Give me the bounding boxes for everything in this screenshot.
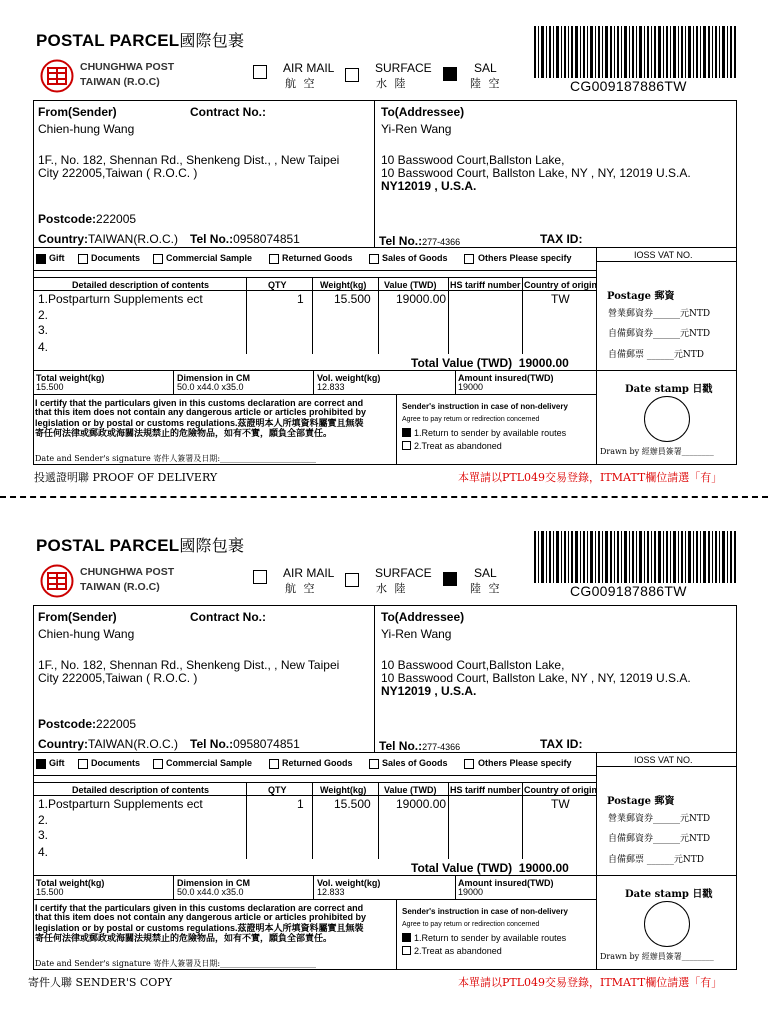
- col-header-weight: Weight(kg): [320, 785, 367, 795]
- documents-label: Documents: [91, 758, 141, 768]
- country-label: Country:: [38, 737, 88, 751]
- brand-line-2: TAIWAN (R.O.C): [80, 76, 160, 88]
- sender-postcode: [38, 717, 136, 731]
- certify-line-2: that this item does not contain any dangerous article or articles prohibited by: [35, 407, 367, 417]
- addressee-tel-value: 277-4366: [422, 237, 461, 247]
- sender-heading: From(Sender): [38, 610, 117, 624]
- surface-label: SURFACE: [375, 61, 432, 75]
- footer-copy-label: 寄件人聯 SENDER'S COPY: [28, 976, 172, 989]
- total-value: [411, 861, 569, 875]
- brand-line-1: CHUNGHWA POST: [80, 566, 175, 578]
- sales-label: Sales of Goods: [382, 758, 448, 768]
- returned-checkbox[interactable]: [269, 254, 279, 264]
- instruction-agree: Agree to pay return or redirection concerned: [402, 416, 540, 423]
- commercial-checkbox[interactable]: [153, 254, 163, 264]
- addressee-tel-value: 277-4366: [422, 742, 461, 752]
- certify-line-3: legislation or by postal or customs regulations.茲證明本人所填資料屬實且無裝: [35, 923, 364, 933]
- brand-line-2: TAIWAN (R.O.C): [80, 581, 160, 593]
- addressee-tel: [379, 232, 460, 250]
- surface-zh: 水 陸: [376, 582, 408, 595]
- documents-checkbox[interactable]: [78, 759, 88, 769]
- addressee-tel-label: Tel No.:: [379, 234, 423, 248]
- date-stamp-circle: [644, 396, 690, 442]
- tracking-number: CG009187886TW: [570, 78, 687, 94]
- certify-line-2: that this item does not contain any dangerous article or articles prohibited by: [35, 912, 367, 922]
- signature-line[interactable]: Date and Sender's signature 寄件人簽署及日期:________________________: [35, 454, 317, 463]
- return-to-sender-checkbox[interactable]: [402, 933, 411, 942]
- total-value-label: Total Value (TWD): [411, 861, 513, 875]
- insured-label: Amount insured(TWD): [458, 878, 554, 888]
- sender-tel: [190, 737, 300, 751]
- addressee-address-1: 10 Basswood Court,Ballston Lake,: [381, 153, 565, 167]
- sender-tel-value: 0958074851: [233, 232, 300, 246]
- title-zh: 國際包裹: [179, 31, 245, 50]
- date-stamp-label: Date stamp 日戳: [625, 889, 713, 900]
- col-header-origin: Country of origin: [524, 785, 597, 795]
- drawn-by: Drawn by 經辦員簽署________: [600, 952, 714, 961]
- sender-name: Chien-hung Wang: [38, 627, 135, 641]
- row-2-description: 2.: [38, 813, 49, 827]
- contract-label: Contract No.:: [190, 610, 266, 624]
- treat-abandoned-label: 2.Treat as abandoned: [414, 946, 502, 956]
- treat-abandoned-checkbox[interactable]: [402, 441, 411, 450]
- sender-country: [38, 232, 178, 246]
- postage-line-2: 自備郵資券______元NTD: [608, 834, 711, 844]
- sender-tel-label: Tel No.:: [190, 232, 234, 246]
- sender-address-2: City 222005,Taiwan ( R.O.C. ): [38, 166, 198, 180]
- documents-label: Documents: [91, 253, 141, 263]
- row-4-description: 4.: [38, 845, 49, 859]
- row-1-description: 1.Postparturn Supplements ect: [38, 292, 203, 306]
- postage-line-3: 自備郵票 ______元NTD: [608, 855, 704, 865]
- col-header-qty: QTY: [268, 785, 287, 795]
- date-stamp-label: Date stamp 日戳: [625, 384, 713, 395]
- certify-line-1: I certify that the particulars given in this customs declaration are correct and: [35, 398, 364, 408]
- postage-heading: Postage 郵資: [607, 291, 675, 302]
- surface-label: SURFACE: [375, 566, 432, 580]
- total-value-amount: 19000.00: [518, 861, 569, 875]
- sal-zh: 陸 空: [470, 77, 502, 90]
- air-mail-checkbox[interactable]: [253, 570, 267, 584]
- title-zh: 國際包裹: [179, 536, 245, 555]
- return-to-sender-label: 1.Return to sender by available routes: [414, 428, 567, 438]
- sal-zh: 陸 空: [470, 582, 502, 595]
- vol-weight-value: 12.833: [317, 382, 345, 392]
- sender-name: Chien-hung Wang: [38, 122, 135, 136]
- drawn-by: Drawn by 經辦員簽署________: [600, 447, 714, 456]
- col-header-weight: Weight(kg): [320, 280, 367, 290]
- sender-address-2: City 222005,Taiwan ( R.O.C. ): [38, 671, 198, 685]
- parcel-form-sender-copy: [0, 505, 768, 1010]
- sal-label: SAL: [474, 61, 497, 75]
- addressee-address-3: NY12019 , U.S.A.: [381, 179, 477, 193]
- ioss-label: IOSS VAT NO.: [634, 250, 693, 260]
- country-label: Country:: [38, 232, 88, 246]
- col-header-hs: HS tariff number: [450, 785, 521, 795]
- form-title: [36, 28, 244, 51]
- tax-id-label: TAX ID:: [540, 232, 583, 246]
- addressee-address-3: NY12019 , U.S.A.: [381, 684, 477, 698]
- postcode-value: 222005: [96, 212, 137, 226]
- postage-heading: Postage 郵資: [607, 796, 675, 807]
- contract-label: Contract No.:: [190, 105, 266, 119]
- addressee-name: Yi-Ren Wang: [381, 122, 452, 136]
- footer-note: 本單請以PTL049交易登錄，ITMATT欄位請選「有」: [458, 976, 723, 989]
- col-header-description: Detailed description of contents: [72, 785, 210, 795]
- row-1-weight: 15.500: [334, 292, 371, 306]
- vol-weight-value: 12.833: [317, 887, 345, 897]
- date-stamp-circle: [644, 901, 690, 947]
- row-1-weight: 15.500: [334, 797, 371, 811]
- total-weight-label: Total weight(kg): [36, 878, 105, 888]
- sender-tel: [190, 232, 300, 246]
- total-weight-value: 15.500: [36, 382, 64, 392]
- postcode-label: Postcode:: [38, 212, 97, 226]
- tax-id-label: TAX ID:: [540, 737, 583, 751]
- dimension-label: Dimension in CM: [177, 373, 251, 383]
- row-1-qty: 1: [297, 292, 304, 306]
- sal-checkbox[interactable]: [443, 572, 457, 586]
- parcel-form-proof-of-delivery: [0, 0, 768, 505]
- gift-label: Gift: [49, 758, 65, 768]
- vol-weight-label: Vol. weight(kg): [317, 878, 381, 888]
- others-label: Others Please specify: [478, 253, 572, 263]
- instruction-agree: Agree to pay return or redirection concerned: [402, 921, 540, 928]
- sender-tel-value: 0958074851: [233, 737, 300, 751]
- row-1-origin: TW: [551, 797, 570, 811]
- col-header-description: Detailed description of contents: [72, 280, 210, 290]
- footer-note: 本單請以PTL049交易登錄，ITMATT欄位請選「有」: [458, 471, 723, 484]
- dimension-value: 50.0 x44.0 x35.0: [177, 887, 244, 897]
- others-label: Others Please specify: [478, 758, 572, 768]
- total-value: [411, 356, 569, 370]
- col-header-origin: Country of origin: [524, 280, 597, 290]
- footer-copy-label: 投遞證明聯 PROOF OF DELIVERY: [34, 471, 218, 484]
- postcode-value: 222005: [96, 717, 137, 731]
- dimension-label: Dimension in CM: [177, 878, 251, 888]
- treat-abandoned-label: 2.Treat as abandoned: [414, 441, 502, 451]
- row-1-value: 19000.00: [396, 797, 447, 811]
- addressee-tel: [379, 737, 460, 755]
- row-3-description: 3.: [38, 828, 49, 842]
- addressee-address-2: 10 Basswood Court, Ballston Lake, NY , NY, 12019 U.S.A.: [381, 166, 691, 180]
- addressee-tel-label: Tel No.:: [379, 739, 423, 753]
- returned-label: Returned Goods: [282, 253, 353, 263]
- row-1-qty: 1: [297, 797, 304, 811]
- addressee-address-2: 10 Basswood Court, Ballston Lake, NY , NY, 12019 U.S.A.: [381, 671, 691, 685]
- country-value: TAIWAN(R.O.C.): [88, 737, 178, 751]
- return-to-sender-label: 1.Return to sender by available routes: [414, 933, 567, 943]
- addressee-name: Yi-Ren Wang: [381, 627, 452, 641]
- sender-country: [38, 737, 178, 751]
- vol-weight-label: Vol. weight(kg): [317, 373, 381, 383]
- air-mail-checkbox[interactable]: [253, 65, 267, 79]
- sender-address-1: 1F., No. 182, Shennan Rd., Shenkeng Dist., , New Taipei: [38, 658, 340, 672]
- gift-checkbox[interactable]: [36, 254, 46, 264]
- title-en: POSTAL PARCEL: [36, 31, 180, 50]
- title-en: POSTAL PARCEL: [36, 536, 180, 555]
- treat-abandoned-checkbox[interactable]: [402, 946, 411, 955]
- air-mail-label: AIR MAIL: [283, 61, 335, 75]
- documents-checkbox[interactable]: [78, 254, 88, 264]
- sales-label: Sales of Goods: [382, 253, 448, 263]
- ioss-label: IOSS VAT NO.: [634, 755, 693, 765]
- instruction-heading: Sender's instruction in case of non-delivery: [402, 907, 568, 916]
- sender-heading: From(Sender): [38, 105, 117, 119]
- barcode-icon: [534, 531, 736, 583]
- gift-checkbox[interactable]: [36, 759, 46, 769]
- insured-value: 19000: [458, 887, 484, 897]
- sales-checkbox[interactable]: [369, 759, 379, 769]
- air-mail-label: AIR MAIL: [283, 566, 335, 580]
- commercial-label: Commercial Sample: [166, 758, 253, 768]
- addressee-address-1: 10 Basswood Court,Ballston Lake,: [381, 658, 565, 672]
- surface-zh: 水 陸: [376, 77, 408, 90]
- addressee-heading: To(Addressee): [381, 610, 465, 624]
- return-to-sender-checkbox[interactable]: [402, 428, 411, 437]
- certify-line-4: 寄任何法律或郵政或海關法規禁止的危險物品，如有不實，願負全部責任。: [35, 934, 333, 944]
- brand-line-1: CHUNGHWA POST: [80, 61, 175, 73]
- tracking-number: CG009187886TW: [570, 583, 687, 599]
- total-value-amount: 19000.00: [518, 356, 569, 370]
- air-mail-zh: 航 空: [285, 582, 317, 595]
- commercial-checkbox[interactable]: [153, 759, 163, 769]
- returned-label: Returned Goods: [282, 758, 353, 768]
- total-weight-label: Total weight(kg): [36, 373, 105, 383]
- postage-line-2: 自備郵資券______元NTD: [608, 329, 711, 339]
- dimension-value: 50.0 x44.0 x35.0: [177, 382, 244, 392]
- others-checkbox[interactable]: [464, 254, 474, 264]
- addressee-heading: To(Addressee): [381, 105, 465, 119]
- postcode-label: Postcode:: [38, 717, 97, 731]
- sender-tel-label: Tel No.:: [190, 737, 234, 751]
- total-weight-value: 15.500: [36, 887, 64, 897]
- chunghwa-post-logo-icon: [40, 564, 74, 598]
- sender-address-1: 1F., No. 182, Shennan Rd., Shenkeng Dist., , New Taipei: [38, 153, 340, 167]
- sal-checkbox[interactable]: [443, 67, 457, 81]
- total-value-label: Total Value (TWD): [411, 356, 513, 370]
- row-4-description: 4.: [38, 340, 49, 354]
- row-1-value: 19000.00: [396, 292, 447, 306]
- postage-line-3: 自備郵票 ______元NTD: [608, 350, 704, 360]
- certify-line-4: 寄任何法律或郵政或海關法規禁止的危險物品，如有不實，願負全部責任。: [35, 429, 333, 439]
- row-1-origin: TW: [551, 292, 570, 306]
- postage-line-1: 營業郵資券______元NTD: [608, 814, 711, 824]
- certify-line-1: I certify that the particulars given in this customs declaration are correct and: [35, 903, 364, 913]
- row-3-description: 3.: [38, 323, 49, 337]
- signature-line[interactable]: Date and Sender's signature 寄件人簽署及日期:________________________: [35, 959, 317, 968]
- country-value: TAIWAN(R.O.C.): [88, 232, 178, 246]
- surface-checkbox[interactable]: [345, 573, 359, 587]
- gift-label: Gift: [49, 253, 65, 263]
- cut-line: [0, 496, 768, 498]
- col-header-hs: HS tariff number: [450, 280, 521, 290]
- air-mail-zh: 航 空: [285, 77, 317, 90]
- row-1-description: 1.Postparturn Supplements ect: [38, 797, 203, 811]
- instruction-heading: Sender's instruction in case of non-delivery: [402, 402, 568, 411]
- barcode-icon: [534, 26, 736, 78]
- returned-checkbox[interactable]: [269, 759, 279, 769]
- commercial-label: Commercial Sample: [166, 253, 253, 263]
- others-checkbox[interactable]: [464, 759, 474, 769]
- certify-line-3: legislation or by postal or customs regulations.茲證明本人所填資料屬實且無裝: [35, 418, 364, 428]
- sal-label: SAL: [474, 566, 497, 580]
- col-header-qty: QTY: [268, 280, 287, 290]
- surface-checkbox[interactable]: [345, 68, 359, 82]
- col-header-value: Value (TWD): [384, 785, 437, 795]
- chunghwa-post-logo-icon: [40, 59, 74, 93]
- postage-line-1: 營業郵資券______元NTD: [608, 309, 711, 319]
- sales-checkbox[interactable]: [369, 254, 379, 264]
- form-title: [36, 533, 244, 556]
- row-2-description: 2.: [38, 308, 49, 322]
- insured-value: 19000: [458, 382, 484, 392]
- sender-postcode: [38, 212, 136, 226]
- col-header-value: Value (TWD): [384, 280, 437, 290]
- insured-label: Amount insured(TWD): [458, 373, 554, 383]
